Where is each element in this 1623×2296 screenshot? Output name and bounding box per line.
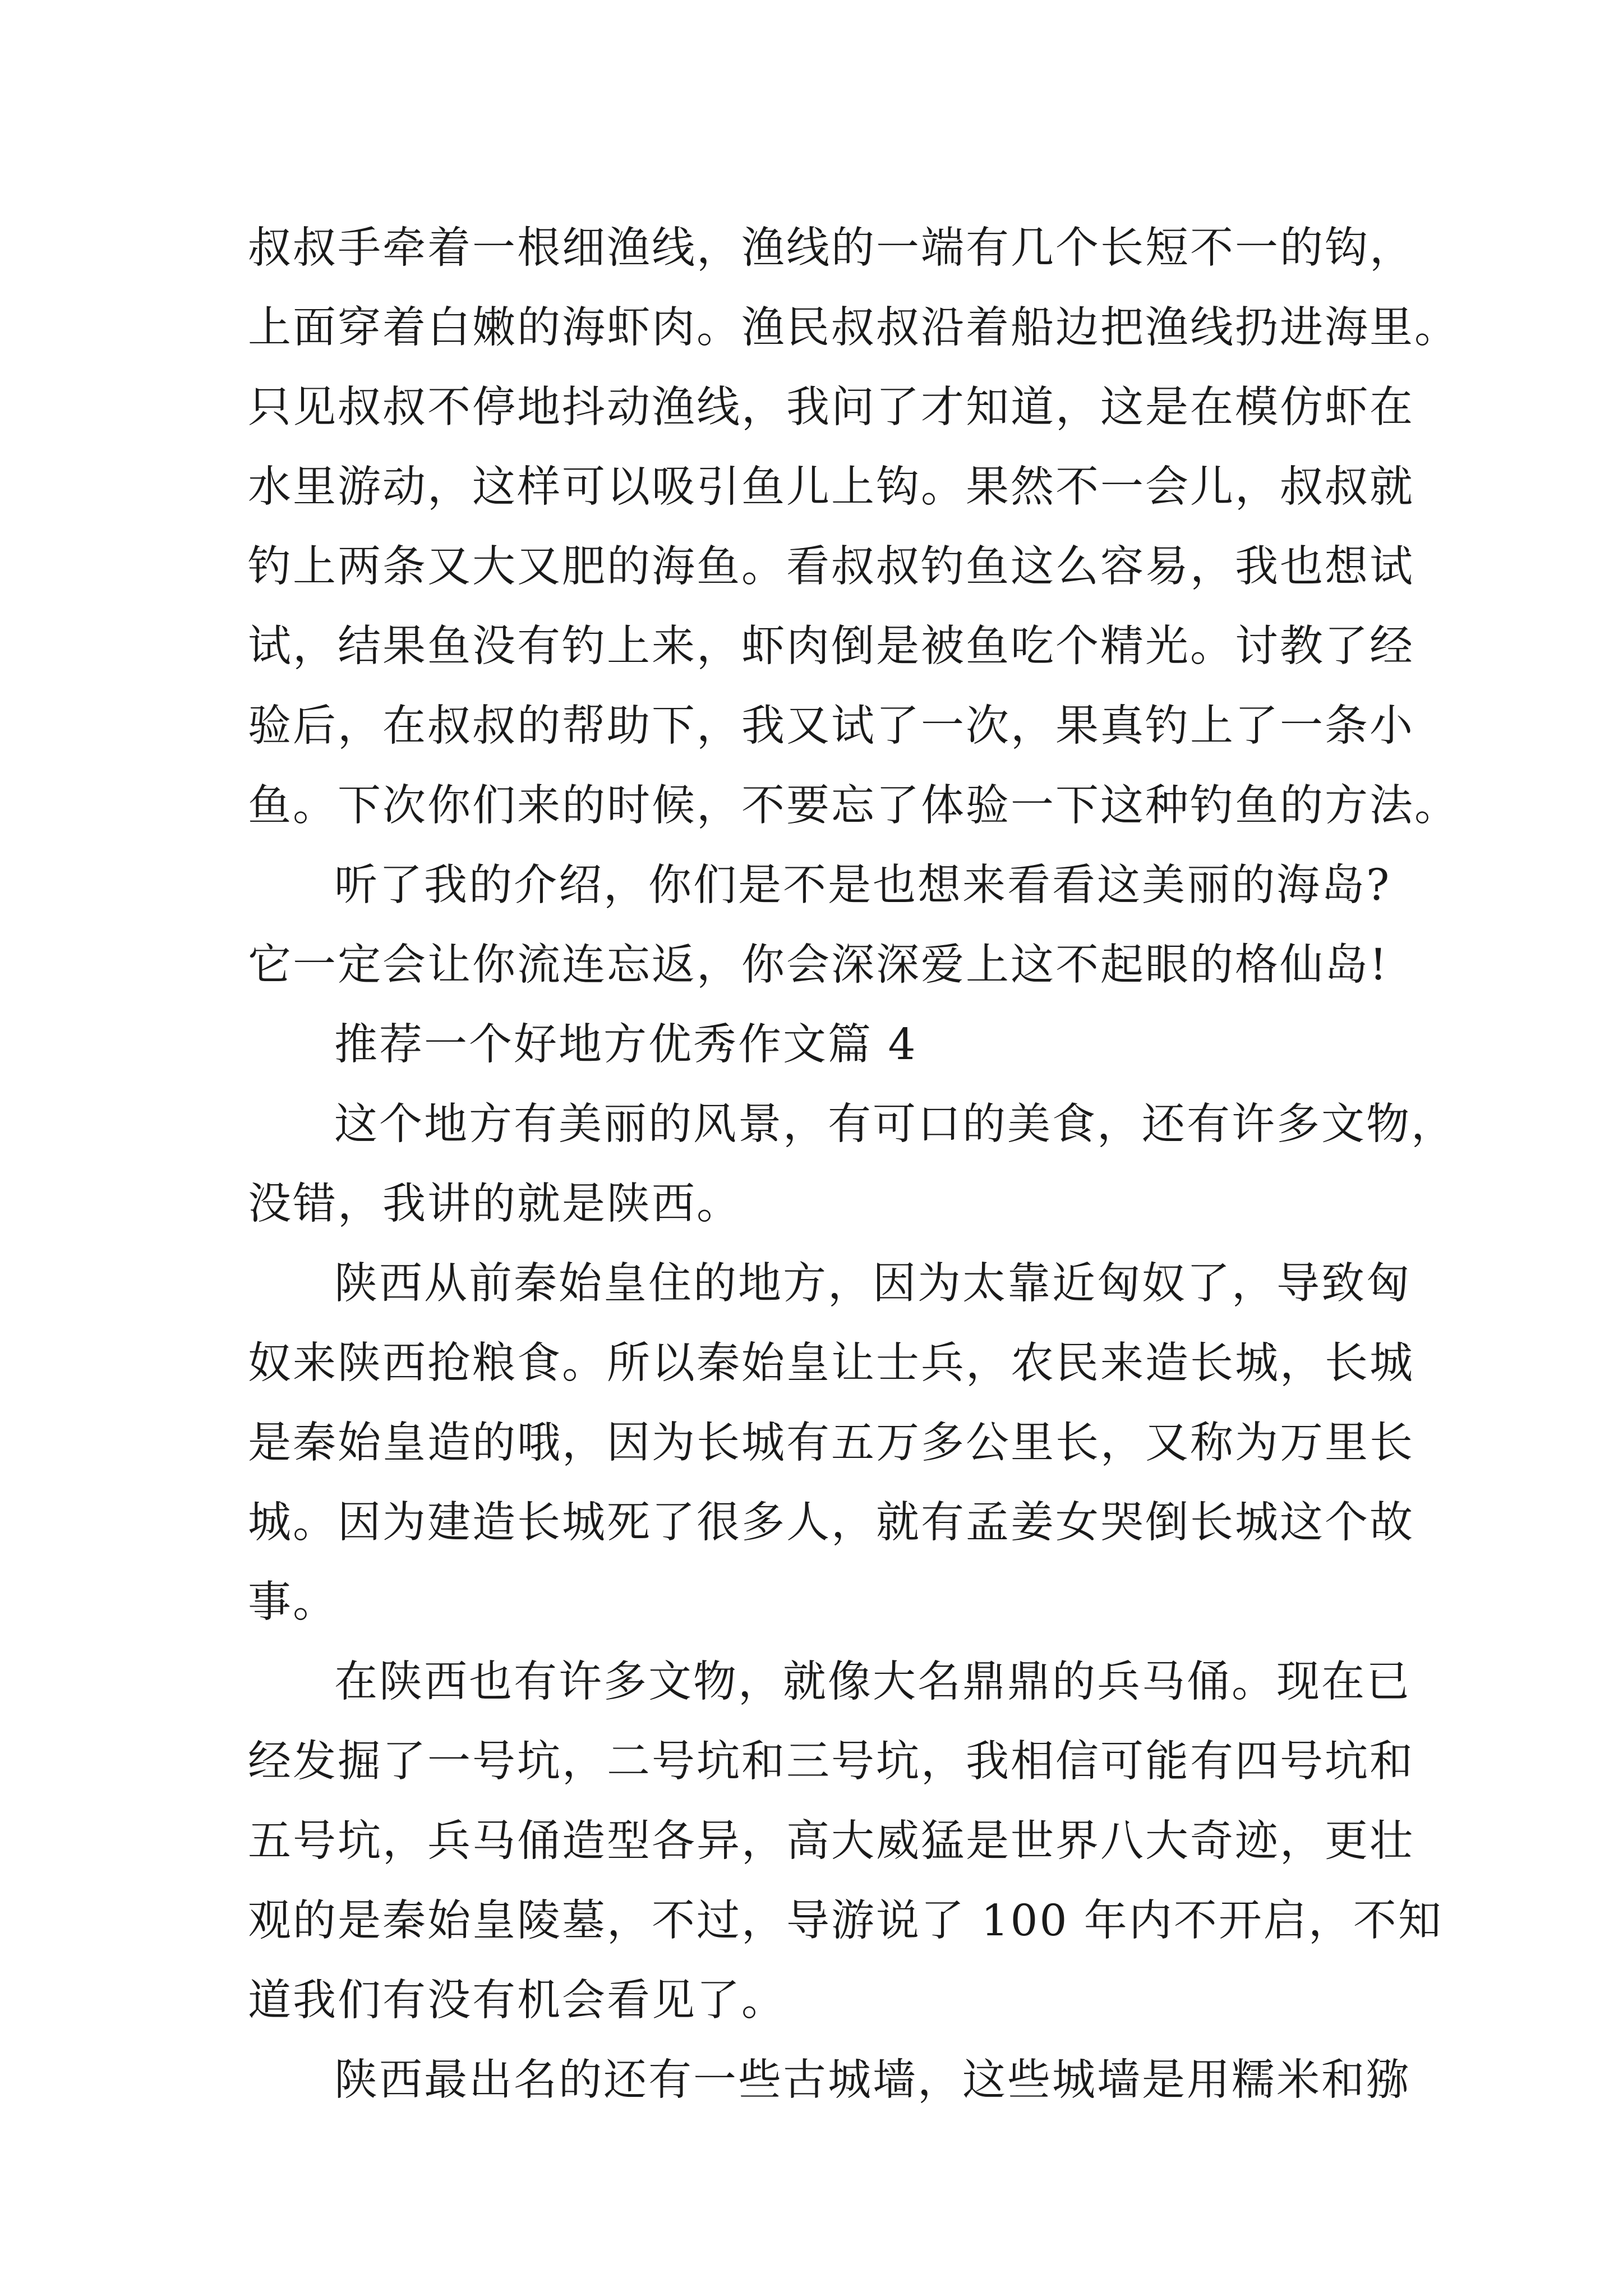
text-line: 钓上两条又大又肥的海鱼。看叔叔钓鱼这么容易，我也想试 bbox=[248, 542, 1414, 592]
text-line: 五号坑，兵马俑造型各异，高大威猛是世界八大奇迹，更壮 bbox=[248, 1816, 1414, 1866]
text-line: 它一定会让你流连忘返，你会深深爱上这不起眼的格仙岛! bbox=[248, 940, 1389, 990]
text-line: 水里游动，这样可以吸引鱼儿上钩。果然不一会儿，叔叔就 bbox=[248, 462, 1414, 512]
text-line: 鱼。下次你们来的时候，不要忘了体验一下这种钓鱼的方法。 bbox=[248, 781, 1459, 831]
text-line: 道我们有没有机会看见了。 bbox=[248, 1976, 786, 2026]
text-line: 事。 bbox=[248, 1577, 338, 1627]
text-line: 上面穿着白嫩的海虾肉。渔民叔叔沿着船边把渔线扔进海里。 bbox=[248, 303, 1459, 353]
text-line: 经发掘了一号坑，二号坑和三号坑，我相信可能有四号坑和 bbox=[248, 1737, 1414, 1787]
text-line: 这个地方有美丽的风景，有可口的美食，还有许多文物， bbox=[334, 1099, 1456, 1149]
text-line: 观的是秦始皇陵墓，不过，导游说了 100 年内不开启，不知 bbox=[248, 1896, 1443, 1946]
text-line: 奴来陕西抢粮食。所以秦始皇让士兵，农民来造长城，长城 bbox=[248, 1338, 1414, 1388]
text-line: 听了我的介绍，你们是不是也想来看看这美丽的海岛? bbox=[334, 861, 1391, 910]
text-line: 没错，我讲的就是陕西。 bbox=[248, 1179, 741, 1229]
text-line: 城。因为建造长城死了很多人，就有孟姜女哭倒长城这个故 bbox=[248, 1498, 1414, 1548]
document-body bbox=[248, 209, 1459, 2120]
text-line: 在陕西也有许多文物，就像大名鼎鼎的兵马俑。现在已 bbox=[334, 1657, 1411, 1707]
text-line: 只见叔叔不停地抖动渔线，我问了才知道，这是在模仿虾在 bbox=[248, 383, 1414, 432]
text-line: 试，结果鱼没有钓上来，虾肉倒是被鱼吃个精光。讨教了经 bbox=[248, 622, 1414, 671]
text-line: 验后，在叔叔的帮助下，我又试了一次，果真钓上了一条小 bbox=[248, 701, 1414, 751]
text-line: 叔叔手牵着一根细渔线，渔线的一端有几个长短不一的钩， bbox=[248, 223, 1414, 273]
section-heading: 推荐一个好地方优秀作文篇 4 bbox=[334, 1020, 917, 1070]
text-line: 是秦始皇造的哦，因为长城有五万多公里长，又称为万里长 bbox=[248, 1418, 1414, 1468]
text-line: 陕西从前秦始皇住的地方，因为太靠近匈奴了，导致匈 bbox=[334, 1259, 1411, 1309]
text-line: 陕西最出名的还有一些古城墙，这些城墙是用糯米和猕 bbox=[334, 2055, 1411, 2105]
